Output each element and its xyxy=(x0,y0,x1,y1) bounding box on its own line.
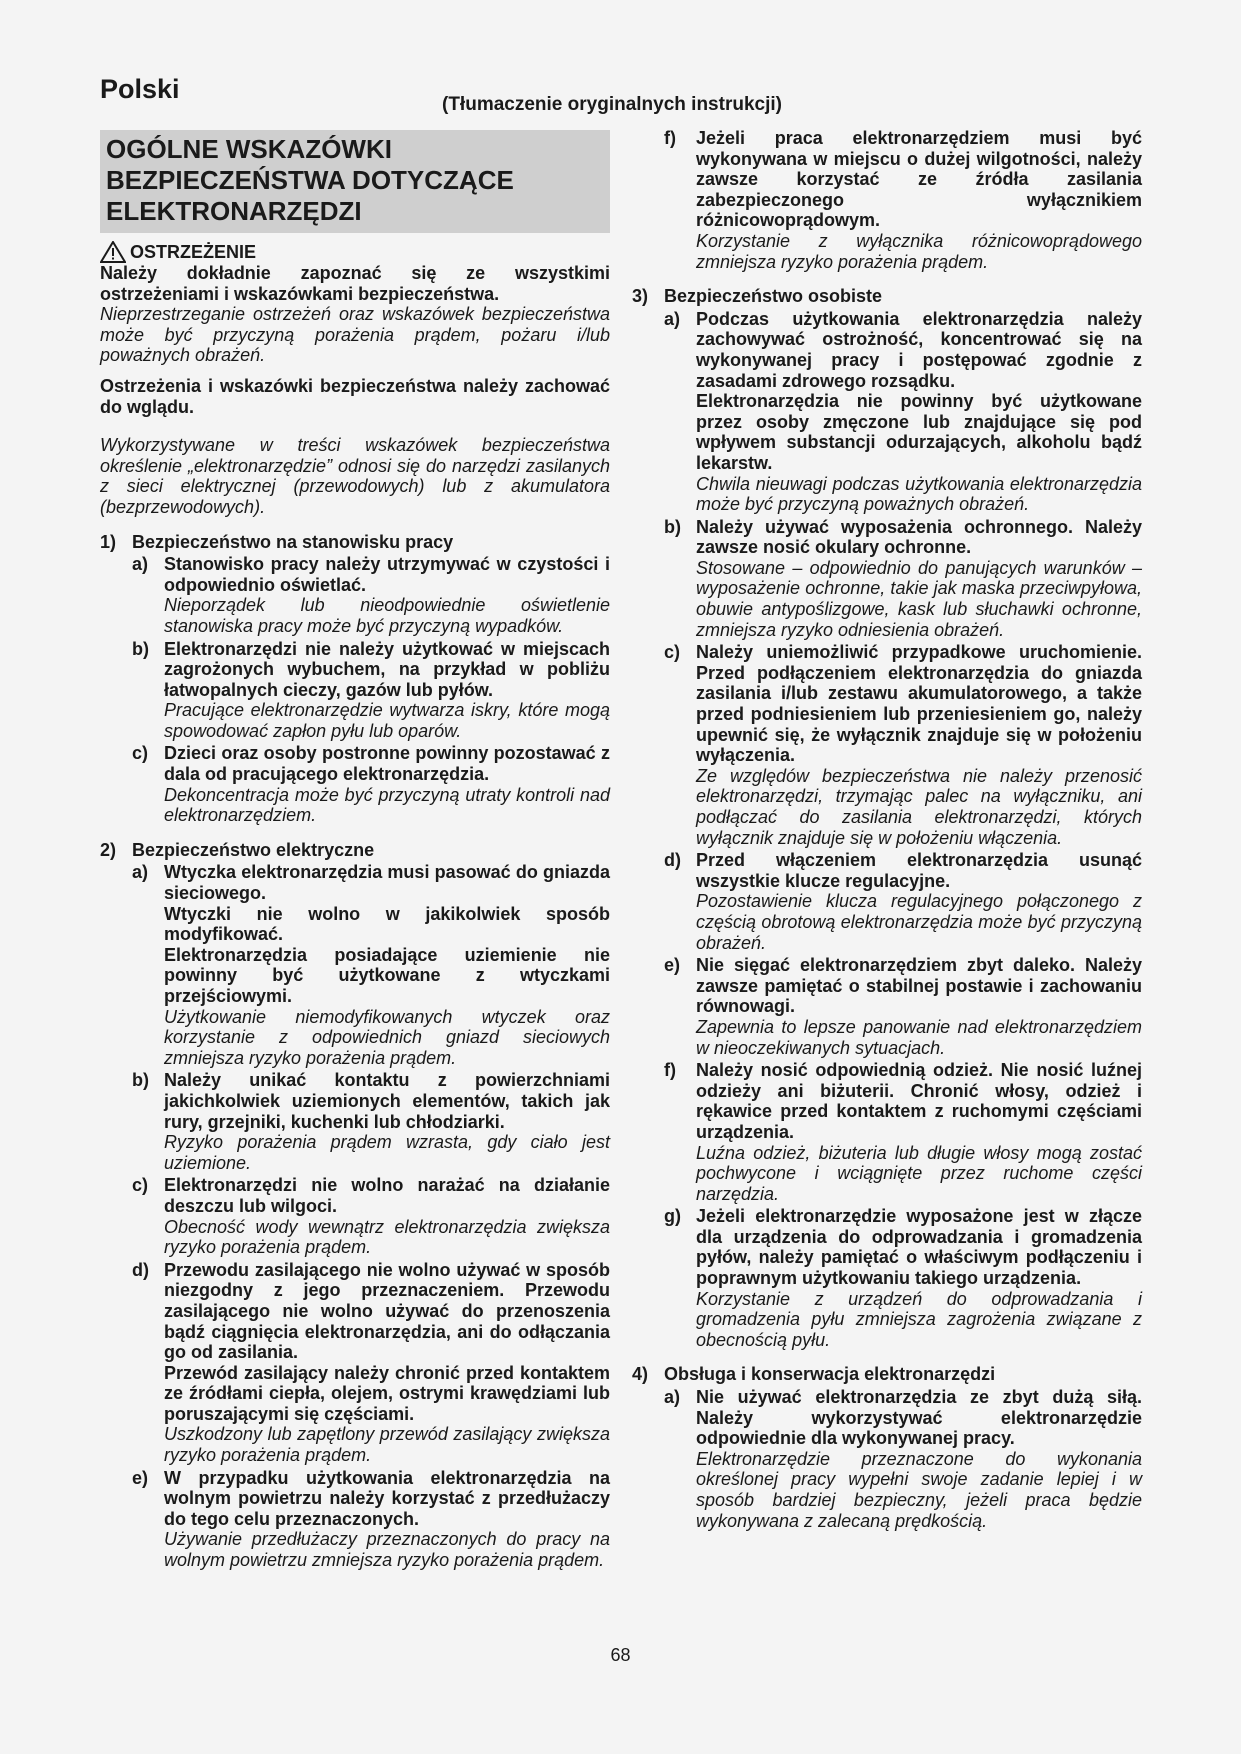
item-label: b) xyxy=(132,1070,149,1091)
item-label: c) xyxy=(664,642,681,663)
item-italic-text: Obecność wody wewnątrz elektronarzędzia zwiększa ryzyko porażenia prądem. xyxy=(164,1216,610,1258)
item-label: a) xyxy=(132,554,149,575)
list-item xyxy=(664,1206,1142,1350)
list-item xyxy=(664,517,1142,641)
list-item xyxy=(132,743,610,825)
item-italic-text: Uszkodzony lub zapętlony przewód zasilający zwiększa ryzyko porażenia prądem. xyxy=(164,1424,610,1466)
item-label: d) xyxy=(132,1259,149,1280)
section-number: 4) xyxy=(632,1364,649,1385)
item-italic-text: Nieporządek lub nieodpowiednie oświetlenie stanowiska pracy może być przyczyną wypadków. xyxy=(164,595,610,636)
page-number: 68 xyxy=(610,1645,631,1665)
item-bold-text: Elektronarzędzia posiadające uziemienie nie powinny być użytkowane z wtyczkami przejściowymi. xyxy=(164,944,610,1006)
list-item xyxy=(664,128,1142,272)
item-bold-text: Dzieci oraz osoby postronne powinny pozostawać z dala od pracującego elektronarzędzia. xyxy=(164,743,610,785)
item-label: c) xyxy=(132,1175,149,1196)
left-column xyxy=(100,130,610,1571)
section-heading xyxy=(100,532,610,553)
item-bold-text: Jeżeli praca elektronarzędziem musi być wykonywana w miejscu o dużej wilgotności, należy zawsze korzystać ze źródła zasilania zabezpieczonego wyłącznikiem różnicowoprądowym. xyxy=(696,128,1142,231)
item-bold-text: Elektronarzędzi nie należy użytkować w miejscach zagrożonych wybuchem, na przykład w pobliżu łatwopalnych cieczy, gazów lub pyłów. xyxy=(164,638,610,700)
list-item xyxy=(132,554,610,636)
item-bold-text: Wtyczki nie wolno w jakikolwiek sposób modyfikować. xyxy=(164,903,610,945)
item-bold-text: Elektronarzędzia nie powinny być użytkowane przez osoby zmęczone lub znajdujące się pod wpływem substancji odurzających, alkoholu bądź lekarstw. xyxy=(696,391,1142,473)
item-bold-text: Nie używać elektronarzędzia ze zbyt dużą siłą. Należy wykorzystywać elektronarzędzie odpowiednie dla wykonywanej pracy. xyxy=(696,1387,1142,1449)
item-italic-text: Ze względów bezpieczeństwa nie należy przenosić elektronarzędzi, trzymając palec na wyłączniku, ani podłączać do zasilania elektronarzędzi, których wyłącznik znajduje się w położeniu włączenia. xyxy=(696,765,1142,848)
section-number: 1) xyxy=(100,531,117,552)
item-italic-text: Chwila nieuwagi podczas użytkowania elektronarzędzia może być przyczyną poważnych obrażeń. xyxy=(696,473,1142,515)
item-bold-text: W przypadku użytkowania elektronarzędzia na wolnym powietrzu należy korzystać z przedłużaczy do tego celu przeznaczonych. xyxy=(164,1467,610,1529)
list-item xyxy=(132,862,610,1068)
item-bold-text: Należy używać wyposażenia ochronnego. Należy zawsze nosić okulary ochronne. xyxy=(696,516,1142,558)
item-label: a) xyxy=(664,1387,681,1408)
list-item xyxy=(664,850,1142,953)
definition-text: Wykorzystywane w treści wskazówek bezpieczeństwa określenie „elektronarzędzie” odnosi się do narzędzi zasilanych z sieci elektrycznej (przewodowych) lub z akumulatora (bezprzewodowych). xyxy=(100,435,610,517)
item-bold-text: Stanowisko pracy należy utrzymywać w czystości i odpowiednio oświetlać. xyxy=(164,554,610,595)
list-item xyxy=(132,1175,610,1257)
warning-bold-text: Należy dokładnie zapoznać się ze wszystkimi ostrzeżeniami i wskazówkami bezpieczeństwa. xyxy=(100,263,610,304)
section-heading xyxy=(632,1364,1142,1385)
item-italic-text: Pracujące elektronarzędzie wytwarza iskry, które mogą spowodować zapłon pyłu lub oparów. xyxy=(164,700,610,741)
section-title: Obsługa i konserwacja elektronarzędzi xyxy=(664,1364,996,1385)
item-label: f) xyxy=(664,128,676,148)
item-label: d) xyxy=(664,850,681,871)
translation-subtitle: (Tłumaczenie oryginalnych instrukcji) xyxy=(442,94,782,115)
item-italic-text: Ryzyko porażenia prądem wzrasta, gdy ciało jest uziemione. xyxy=(164,1132,610,1173)
item-label: e) xyxy=(664,955,681,976)
item-bold-text: Jeżeli elektronarzędzie wyposażone jest w złącze dla urządzenia do odprowadzania i gromadzenia pyłów, należy pamiętać o właściwym podłączeniu i poprawnym użytkowaniu takiego urządzenia. xyxy=(696,1206,1142,1289)
item-label: b) xyxy=(664,516,681,537)
item-bold-text: Należy unikać kontaktu z powierzchniami jakichkolwiek uziemionych elementów, takich jak rury, grzejniki, kuchenki lub chłodziarki. xyxy=(164,1070,610,1132)
item-italic-text: Użytkowanie niemodyfikowanych wtyczek oraz korzystanie z odpowiednich gniazd sieciowych zmniejsza ryzyko porażenia prądem. xyxy=(164,1006,610,1068)
item-bold-text: Podczas użytkowania elektronarzędzia należy zachowywać ostrożność, koncentrować się na wykonywanej pracy i postępować zgodnie z zasadami zdrowego rozsądku. xyxy=(696,308,1142,391)
page-title: OGÓLNE WSKAZÓWKI BEZPIECZEŃSTWA DOTYCZĄCE ELEKTRONARZĘDZI xyxy=(100,130,610,233)
section-number: 3) xyxy=(632,286,649,307)
item-italic-text: Luźna odzież, biżuteria lub długie włosy mogą zostać pochwycone i wciągnięte przez ruchome części narzędzia. xyxy=(696,1142,1142,1204)
section-title: Bezpieczeństwo osobiste xyxy=(664,286,883,307)
item-label: g) xyxy=(664,1206,681,1227)
item-italic-text: Stosowane – odpowiednio do panujących warunków – wyposażenie ochronne, takie jak maska przeciwpyłowa, obuwie antypoślizgowe, kask lub słuchawki ochronne, zmniejsza ryzyko odniesienia obrażeń. xyxy=(696,557,1142,640)
item-italic-text: Elektronarzędzie przeznaczone do wykonania określonej pracy wypełni swoje zadanie lepiej i w sposób bardziej bezpieczny, jeżeli praca będzie wykonywana z zalecaną prędkością. xyxy=(696,1448,1142,1531)
item-italic-text: Korzystanie z urządzeń do odprowadzania i gromadzenia pyłu zmniejsza zagrożenia związane z obecnością pyłu. xyxy=(696,1288,1142,1350)
section-number: 2) xyxy=(100,839,117,860)
warning-triangle-icon xyxy=(100,241,126,263)
section-title: Bezpieczeństwo elektryczne xyxy=(132,839,375,860)
section-heading xyxy=(632,286,1142,307)
item-bold-text: Wtyczka elektronarzędzia musi pasować do gniazda sieciowego. xyxy=(164,862,610,904)
item-label: a) xyxy=(664,308,681,329)
list-item xyxy=(132,639,610,742)
item-bold-text: Przewód zasilający należy chronić przed kontaktem ze źródłami ciepła, olejem, ostrymi krawędziami lub poruszającymi się częściami. xyxy=(164,1362,610,1424)
warning-heading xyxy=(100,241,610,263)
item-bold-text: Należy nosić odpowiednią odzież. Nie nosić luźnej odzieży ani biżuterii. Chronić włosy, odzież i rękawice przed kontaktem z ruchomymi częściami urządzenia. xyxy=(696,1060,1142,1142)
item-italic-text: Pozostawienie klucza regulacyjnego połączonego z częścią obrotową elektronarzędzia może być przyczyną obrażeń. xyxy=(696,891,1142,953)
item-bold-text: Przewodu zasilającego nie wolno używać w sposób niezgodny z jego przeznaczeniem. Przewodu zasilającego nie wolno używać do przenoszenia bądź ciągnięcia elektronarzędzia, ani do odłączania go od zasilania. xyxy=(164,1259,610,1363)
list-item xyxy=(132,1468,610,1571)
warning-italic-text: Nieprzestrzeganie ostrzeżeń oraz wskazówek bezpieczeństwa może być przyczyną porażenia prądem, pożaru i/lub poważnych obrażeń. xyxy=(100,304,610,366)
item-italic-text: Dekoncentracja może być przyczyną utraty kontroli nad elektronarzędziem. xyxy=(164,784,610,826)
item-italic-text: Używanie przedłużaczy przeznaczonych do pracy na wolnym powietrzu zmniejsza ryzyko porażenia prądem. xyxy=(164,1529,610,1571)
item-bold-text: Nie sięgać elektronarzędziem zbyt daleko. Należy zawsze pamiętać o stabilnej postawie i zachowaniu równowagi. xyxy=(696,955,1142,1017)
list-item xyxy=(132,1260,610,1466)
item-italic-text: Korzystanie z wyłącznika różnicowoprądowego zmniejsza ryzyko porażenia prądem. xyxy=(696,230,1142,272)
item-bold-text: Należy uniemożliwić przypadkowe uruchomienie. Przed podłączeniem elektronarzędzia do gniazda zasilania i/lub zestawu akumulatorowego, a także przed podniesieniem lub przeniesieniem go, należy upewnić się, że wyłącznik znajduje się w położeniu wyłączenia. xyxy=(696,642,1142,766)
section-heading xyxy=(100,840,610,861)
list-item xyxy=(664,309,1142,515)
list-item xyxy=(132,1070,610,1173)
right-column xyxy=(632,126,1142,1531)
language-label: Polski xyxy=(100,74,180,104)
list-item xyxy=(664,642,1142,848)
item-label: c) xyxy=(132,743,149,764)
list-item xyxy=(664,1060,1142,1204)
item-label: f) xyxy=(664,1060,676,1081)
list-item xyxy=(664,955,1142,1058)
item-bold-text: Elektronarzędzi nie wolno narażać na działanie deszczu lub wilgoci. xyxy=(164,1175,610,1216)
item-label: e) xyxy=(132,1467,149,1488)
list-item xyxy=(664,1387,1142,1531)
item-label: b) xyxy=(132,638,149,659)
item-label: a) xyxy=(132,862,149,883)
keep-instructions-text: Ostrzeżenia i wskazówki bezpieczeństwa należy zachować do wglądu. xyxy=(100,375,610,417)
item-italic-text: Zapewnia to lepsze panowanie nad elektronarzędziem w nieoczekiwanych sytuacjach. xyxy=(696,1016,1142,1058)
item-bold-text: Przed włączeniem elektronarzędzia usunąć wszystkie klucze regulacyjne. xyxy=(696,850,1142,891)
warning-label: OSTRZEŻENIE xyxy=(130,241,257,262)
section-title: Bezpieczeństwo na stanowisku pracy xyxy=(132,531,454,552)
